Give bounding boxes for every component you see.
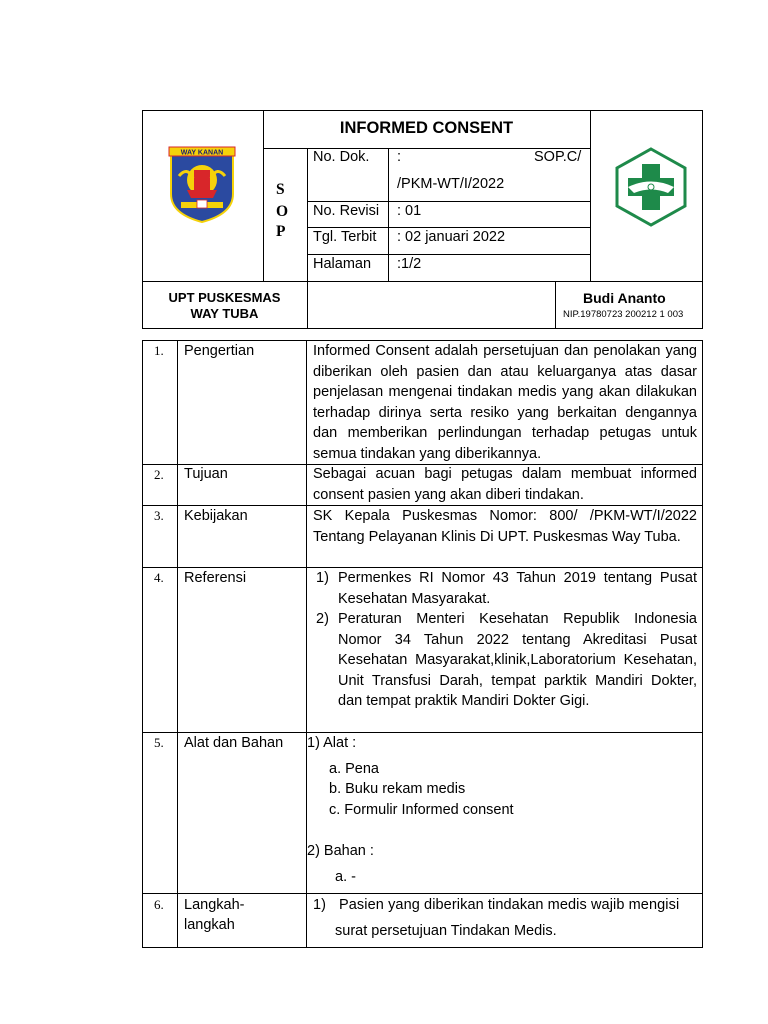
doc-no-colon: : — [397, 149, 402, 165]
doc-no-value-2: /PKM-WT/I/2022 — [397, 176, 505, 192]
halaman-value: :1/2 — [397, 256, 422, 272]
halaman-label: Halaman — [313, 256, 372, 272]
emblem-banner-text: WAY KANAN — [180, 149, 224, 157]
kebijakan-text: SK Kepala Puskesmas Nomor: 800/ /PKM-WT/I/2022 Tentang Pelayanan Klinis Di UPT. Puskesmas Way Tuba. — [313, 508, 697, 545]
referensi-item: Peraturan Menteri Kesehatan Republik Indonesia Nomor 34 Tahun 2022 tentang Akreditasi Pusat Kesehatan Masyarakat,klinik,Laboratorium Kesehatan, Unit Transfusi Darah, tempat parktik Mandiri Dokter, dan tempat praktik Mandiri Dokter Gigi. — [338, 611, 697, 710]
doc-no-value-1: SOP.C/ — [534, 149, 582, 165]
referensi-marker: 1) — [316, 570, 329, 586]
step-text-line2: surat persetujuan Tindakan Medis. — [335, 923, 557, 939]
row-label-alat-bahan: Alat dan Bahan — [184, 735, 284, 751]
doc-no-label: No. Dok. — [313, 149, 370, 165]
referensi-marker: 2) — [316, 611, 329, 627]
alat-item: a. Pena — [329, 761, 379, 777]
revisi-value: : 01 — [397, 203, 422, 219]
puskesmas-logo — [612, 146, 690, 228]
org-name-line1: UPT PUSKESMAS — [168, 290, 281, 305]
row-number: 4. — [154, 570, 164, 585]
referensi-item: Permenkes RI Nomor 43 Tahun 2019 tentang Pusat Kesehatan Masyarakat. — [338, 570, 697, 607]
bahan-item: a. - — [335, 869, 356, 885]
step-text-line1: Pasien yang diberikan tindakan medis wajib mengisi — [339, 897, 680, 913]
sop-letter-o: O — [276, 203, 289, 220]
row-label-langkah-1: Langkah- — [184, 897, 245, 913]
terbit-value: : 02 januari 2022 — [397, 229, 506, 245]
row-number: 1. — [154, 343, 164, 358]
row-number: 6. — [154, 897, 164, 912]
row-number: 5. — [154, 735, 164, 750]
sop-letter-s: S — [276, 181, 285, 198]
sop-letter-p: P — [276, 223, 286, 240]
row-label-kebijakan: Kebijakan — [184, 508, 248, 524]
row-label-pengertian: Pengertian — [184, 343, 255, 359]
row-label-langkah-2: langkah — [184, 917, 235, 933]
row-number: 3. — [154, 508, 164, 523]
step-marker: 1) — [313, 897, 326, 913]
signer-nip: NIP.19780723 200212 1 003 — [563, 309, 684, 320]
bahan-heading: 2) Bahan : — [307, 843, 374, 859]
alat-item: c. Formulir Informed consent — [329, 802, 514, 818]
org-name-line2: WAY TUBA — [190, 306, 259, 321]
signer-name: Budi Ananto — [583, 290, 666, 306]
alat-heading: 1) Alat : — [307, 735, 357, 751]
document-title: INFORMED CONSENT — [339, 119, 514, 137]
pengertian-text: Informed Consent adalah persetujuan dan penolakan yang diberikan oleh pasien dan atau keluarganya atas dasar penjelasan mengenai tindakan medis yang akan dilakukan terhadap dirinya serta resiko yang berkaitan dengannya dan memberikan perlindungan terhadap petugas untuk semua tindakan yang diberikannya. — [313, 343, 697, 462]
terbit-label: Tgl. Terbit — [313, 229, 377, 245]
revisi-label: No. Revisi — [313, 203, 380, 219]
row-label-tujuan: Tujuan — [184, 466, 228, 482]
row-number: 2. — [154, 467, 164, 482]
tujuan-text: Sebagai acuan bagi petugas dalam membuat informed consent pasien yang akan diberi tindakan. — [313, 466, 697, 503]
alat-item: b. Buku rekam medis — [329, 781, 466, 797]
row-label-referensi: Referensi — [184, 570, 247, 586]
way-kanan-emblem — [167, 146, 237, 224]
